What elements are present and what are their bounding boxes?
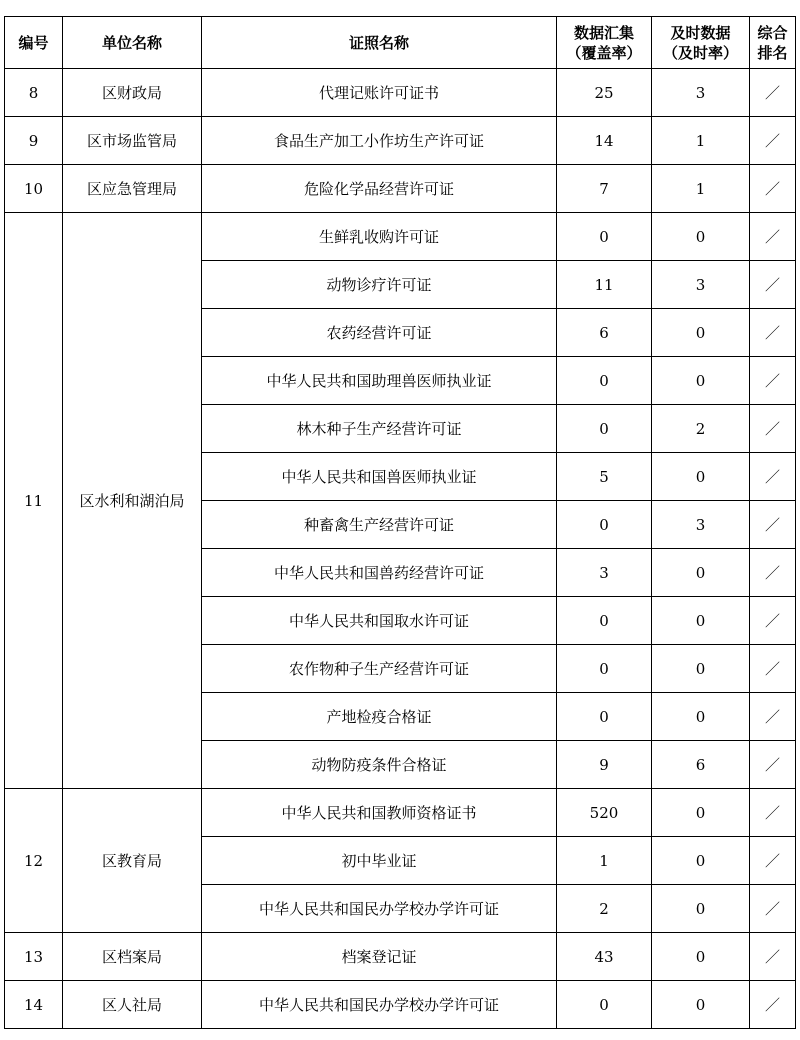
cell-coverage: 2: [557, 885, 652, 933]
cell-timely: 3: [652, 69, 750, 117]
cell-coverage: 0: [557, 501, 652, 549]
cell-timely: 1: [652, 117, 750, 165]
cell-coverage: 14: [557, 117, 652, 165]
cell-coverage: 7: [557, 165, 652, 213]
cell-cert: 中华人民共和国教师资格证书: [202, 789, 557, 837]
cell-rank: ／: [750, 549, 796, 597]
cell-rank: ／: [750, 405, 796, 453]
cell-no: 8: [5, 69, 63, 117]
cell-rank: ／: [750, 693, 796, 741]
cell-rank: ／: [750, 645, 796, 693]
cell-rank: ／: [750, 69, 796, 117]
cell-timely: 3: [652, 261, 750, 309]
table-row: [5, 933, 796, 981]
cell-rank: ／: [750, 501, 796, 549]
cell-cert: 中华人民共和国兽医师执业证: [202, 453, 557, 501]
cell-rank: ／: [750, 309, 796, 357]
cell-cert: 初中毕业证: [202, 837, 557, 885]
cell-no: 10: [5, 165, 63, 213]
header-no: 编号: [5, 17, 63, 69]
cell-unit: 区市场监管局: [63, 117, 202, 165]
table-row: [5, 789, 796, 837]
cell-timely: 0: [652, 357, 750, 405]
table-body: [5, 69, 796, 1029]
cell-cert: 农作物种子生产经营许可证: [202, 645, 557, 693]
cell-cert: 动物防疫条件合格证: [202, 741, 557, 789]
cell-cert: 食品生产加工小作坊生产许可证: [202, 117, 557, 165]
header-rank: [750, 17, 796, 69]
cell-cert: 产地检疫合格证: [202, 693, 557, 741]
cell-timely: 0: [652, 981, 750, 1029]
cell-timely: 0: [652, 645, 750, 693]
table-row: [5, 165, 796, 213]
cell-cert: 林木种子生产经营许可证: [202, 405, 557, 453]
cell-timely: 2: [652, 405, 750, 453]
cell-unit: 区应急管理局: [63, 165, 202, 213]
cell-cert: 代理记账许可证书: [202, 69, 557, 117]
cell-rank: ／: [750, 357, 796, 405]
cell-rank: ／: [750, 885, 796, 933]
cell-unit: 区人社局: [63, 981, 202, 1029]
cell-no: 12: [5, 789, 63, 933]
cell-rank: ／: [750, 597, 796, 645]
cell-timely: 0: [652, 213, 750, 261]
cell-coverage: 5: [557, 453, 652, 501]
cell-cert: 档案登记证: [202, 933, 557, 981]
cell-cert: 种畜禽生产经营许可证: [202, 501, 557, 549]
cell-coverage: 9: [557, 741, 652, 789]
header-cert: 证照名称: [202, 17, 557, 69]
cell-rank: ／: [750, 165, 796, 213]
cell-coverage: 520: [557, 789, 652, 837]
cell-cert: 危险化学品经营许可证: [202, 165, 557, 213]
cell-coverage: 0: [557, 597, 652, 645]
cell-coverage: 25: [557, 69, 652, 117]
cell-timely: 6: [652, 741, 750, 789]
cell-cert: 动物诊疗许可证: [202, 261, 557, 309]
cell-coverage: 3: [557, 549, 652, 597]
cell-unit: 区财政局: [63, 69, 202, 117]
cell-cert: 中华人民共和国取水许可证: [202, 597, 557, 645]
cell-coverage: 0: [557, 693, 652, 741]
cell-timely: 0: [652, 549, 750, 597]
cell-coverage: 0: [557, 357, 652, 405]
table-row: [5, 213, 796, 261]
cell-timely: 3: [652, 501, 750, 549]
cell-rank: ／: [750, 117, 796, 165]
cell-rank: ／: [750, 453, 796, 501]
cell-coverage: 1: [557, 837, 652, 885]
header-unit: 单位名称: [63, 17, 202, 69]
table-row: [5, 69, 796, 117]
cell-no: 14: [5, 981, 63, 1029]
cell-cert: 中华人民共和国助理兽医师执业证: [202, 357, 557, 405]
cell-timely: 0: [652, 693, 750, 741]
cell-cert: 中华人民共和国民办学校办学许可证: [202, 981, 557, 1029]
header-coverage-line2: （覆盖率）: [566, 43, 642, 62]
cell-timely: 1: [652, 165, 750, 213]
cell-timely: 0: [652, 837, 750, 885]
header-rank-line2: 排名: [757, 43, 788, 62]
cell-timely: 0: [652, 453, 750, 501]
cell-rank: ／: [750, 261, 796, 309]
cell-no: 9: [5, 117, 63, 165]
cell-coverage: 0: [557, 645, 652, 693]
cell-rank: ／: [750, 933, 796, 981]
cell-coverage: 0: [557, 405, 652, 453]
cell-rank: ／: [750, 213, 796, 261]
certificate-data-table: [4, 16, 796, 1029]
cell-timely: 0: [652, 309, 750, 357]
cell-cert: 中华人民共和国民办学校办学许可证: [202, 885, 557, 933]
cell-coverage: 43: [557, 933, 652, 981]
cell-rank: ／: [750, 789, 796, 837]
cell-no: 11: [5, 213, 63, 789]
table-row: [5, 981, 796, 1029]
cell-rank: ／: [750, 741, 796, 789]
header-timely: [652, 17, 750, 69]
cell-cert: 中华人民共和国兽药经营许可证: [202, 549, 557, 597]
cell-unit: 区水利和湖泊局: [63, 213, 202, 789]
cell-coverage: 0: [557, 213, 652, 261]
header-timely-line1: 及时数据: [670, 23, 731, 42]
cell-cert: 农药经营许可证: [202, 309, 557, 357]
cell-no: 13: [5, 933, 63, 981]
header-coverage: [557, 17, 652, 69]
cell-coverage: 0: [557, 981, 652, 1029]
cell-rank: ／: [750, 837, 796, 885]
header-rank-line1: 综合: [757, 23, 788, 42]
cell-unit: 区教育局: [63, 789, 202, 933]
cell-timely: 0: [652, 597, 750, 645]
header-coverage-line1: 数据汇集: [573, 23, 634, 42]
table-row: [5, 117, 796, 165]
cell-cert: 生鲜乳收购许可证: [202, 213, 557, 261]
cell-coverage: 6: [557, 309, 652, 357]
header-row: [5, 17, 796, 69]
cell-timely: 0: [652, 933, 750, 981]
cell-timely: 0: [652, 789, 750, 837]
cell-rank: ／: [750, 981, 796, 1029]
cell-coverage: 11: [557, 261, 652, 309]
header-timely-line2: （及时率）: [662, 43, 738, 62]
cell-timely: 0: [652, 885, 750, 933]
cell-unit: 区档案局: [63, 933, 202, 981]
